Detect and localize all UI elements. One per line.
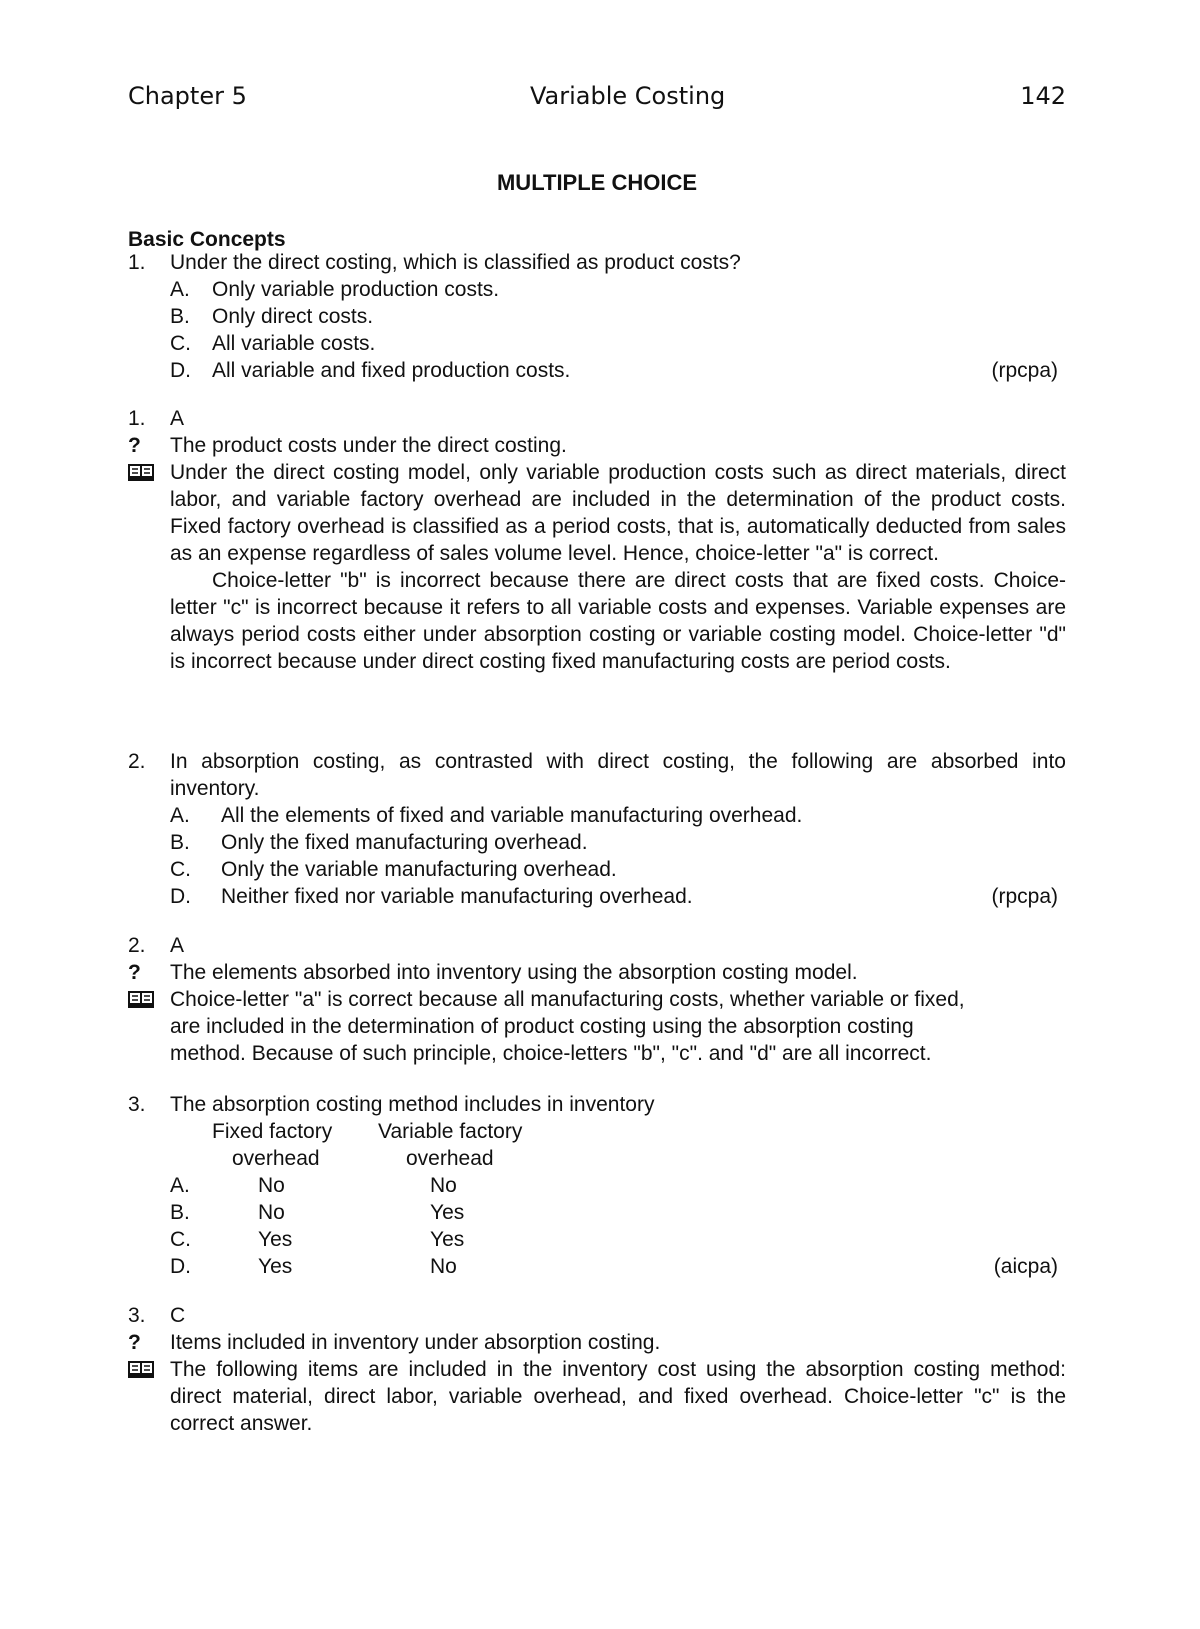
answer-question: Items included in inventory under absorption costing. (170, 1331, 661, 1354)
question-mark-icon: ? (128, 1331, 141, 1354)
question-3: 3. The absorption costing method includes in inventory Fixed factory Variable factory overhead overhead A. No No B. No Yes C. Yes Yes D. Yes No (aicpa) (128, 1091, 1066, 1280)
answer-question: The elements absorbed into inventory using the absorption costing model. (170, 961, 858, 984)
source-label: (rpcpa) (991, 359, 1058, 382)
option-d: D. Yes No (aicpa) (170, 1255, 1058, 1278)
question-mark-icon: ? (128, 961, 141, 984)
column-headers: Fixed factory Variable factory (212, 1120, 523, 1143)
page-header (128, 82, 1066, 116)
book-icon (128, 991, 154, 1008)
question-text: The absorption costing method includes in inventory (170, 1093, 655, 1116)
source-label: (aicpa) (993, 1255, 1058, 1278)
explanation-line: Choice-letter "a" is correct because all manufacturing costs, whether variable or fixed, (170, 988, 965, 1011)
option-a: A. No No (170, 1174, 457, 1197)
explanation-paragraph-2: Choice-letter "b" is incorrect because there are direct costs that are fixed costs. Choice-letter "c" is incorrect because it refers to all variable costs and expenses. Variable expenses are always period costs either under absorption costing or variable costing model. Choice-letter "d" is incorrect because under direct costing fixed manufacturing costs are period costs. (170, 569, 1066, 673)
explanation-paragraph-1: Under the direct costing model, only variable production costs such as direct materials, direct labor, and variable factory overhead are included in the determination of the product costs. Fixed factory overhead is classified as a period costs, that is, automatically deducted from sales as an expense regardless of sales volume level. Hence, choice-letter "a" is correct. (170, 461, 1066, 565)
answer-letter: A (170, 934, 185, 957)
option-b: B. Only the fixed manufacturing overhead. (170, 831, 588, 854)
answer-3: 3. C ? Items included in inventory under absorption costing. The following items are included in the inventory cost using the absorption costing method: direct material, direct labor, variable overhead, and fixed overhead. Choice-letter "c" is the correct answer. (128, 1304, 1066, 1435)
answer-1: 1. A ? The product costs under the direct costing. Under the direct costing model, only variable production costs such as direct materials, direct labor, and variable factory overhead are included in the determination of the product costs. Fixed factory overhead is classified as a period costs, that is, automatically deducted from sales as an expense regardless of sales volume level. Hence, choice-letter "a" is correct. Choice-letter "b" is incorrect because there are direct costs that are fixed costs. Choice-letter "c" is incorrect because it refers to all variable costs and expenses. Variable expenses are always period costs either under absorption costing or variable costing model. Choice-letter "d" is incorrect because under direct costing fixed manufacturing costs are period costs. (128, 407, 1066, 673)
source-label: (rpcpa) (991, 885, 1058, 908)
option-c: C. Only the variable manufacturing overhead. (170, 858, 617, 881)
question-1 (128, 249, 1066, 384)
explanation-line: are included in the determination of product costing using the absorption costing (170, 1015, 914, 1038)
explanation-line: method. Because of such principle, choice-letters "b", "c". and "d" are all incorrect. (170, 1042, 932, 1065)
question-mark-icon: ? (128, 434, 141, 457)
option-b: B. No Yes (170, 1201, 465, 1224)
chapter-title: Variable Costing (530, 82, 726, 110)
chapter-label: Chapter 5 (128, 82, 247, 110)
question-text: Under the direct costing, which is classified as product costs? (170, 251, 741, 274)
book-icon (128, 1361, 154, 1378)
answer-letter: C (170, 1304, 186, 1327)
explanation-paragraph: The following items are included in the inventory cost using the absorption costing method: direct material, direct labor, variable overhead, and fixed overhead. Choice-letter "c" is the correct answer. (170, 1358, 1066, 1435)
option-a: A. Only variable production costs. (170, 278, 500, 301)
book-icon (128, 464, 154, 481)
answer-letter: A (170, 407, 185, 430)
option-c: C. Yes Yes (170, 1228, 465, 1251)
option-d: D. Neither fixed nor variable manufacturing overhead. (rpcpa) (170, 885, 1058, 908)
answer-question: The product costs under the direct costing. (170, 434, 567, 457)
option-c: C. All variable costs. (170, 332, 376, 355)
answer-2: 2. A ? The elements absorbed into inventory using the absorption costing model. Choice-letter "a" is correct because all manufacturing costs, whether variable or fixed, are included in the determination of product costing using the absorption costing method. Because of such principle, choice-letters "b", "c". and "d" are all incorrect. (128, 934, 965, 1065)
document-title: MULTIPLE CHOICE (496, 170, 698, 195)
question-text: In absorption costing, as contrasted with direct costing, the following are absorbed into inventory. (170, 750, 1066, 800)
question-number: 1. (128, 251, 146, 274)
page-number: 142 (1020, 82, 1066, 110)
option-a: A. All the elements of fixed and variable manufacturing overhead. (170, 804, 803, 827)
option-b: B. Only direct costs. (170, 305, 374, 328)
option-d: D. All variable and fixed production costs. (rpcpa) (170, 359, 1058, 382)
question-2: 2. In absorption costing, as contrasted with direct costing, the following are absorbed into inventory. A. All the elements of fixed and variable manufacturing overhead. B. Only the fixed manufacturing overhead. C. Only the variable manufacturing overhead. D. Neither fixed nor variable manufacturing overhead. (rpcpa) (128, 750, 1066, 908)
section-heading: Basic Concepts (128, 228, 286, 251)
